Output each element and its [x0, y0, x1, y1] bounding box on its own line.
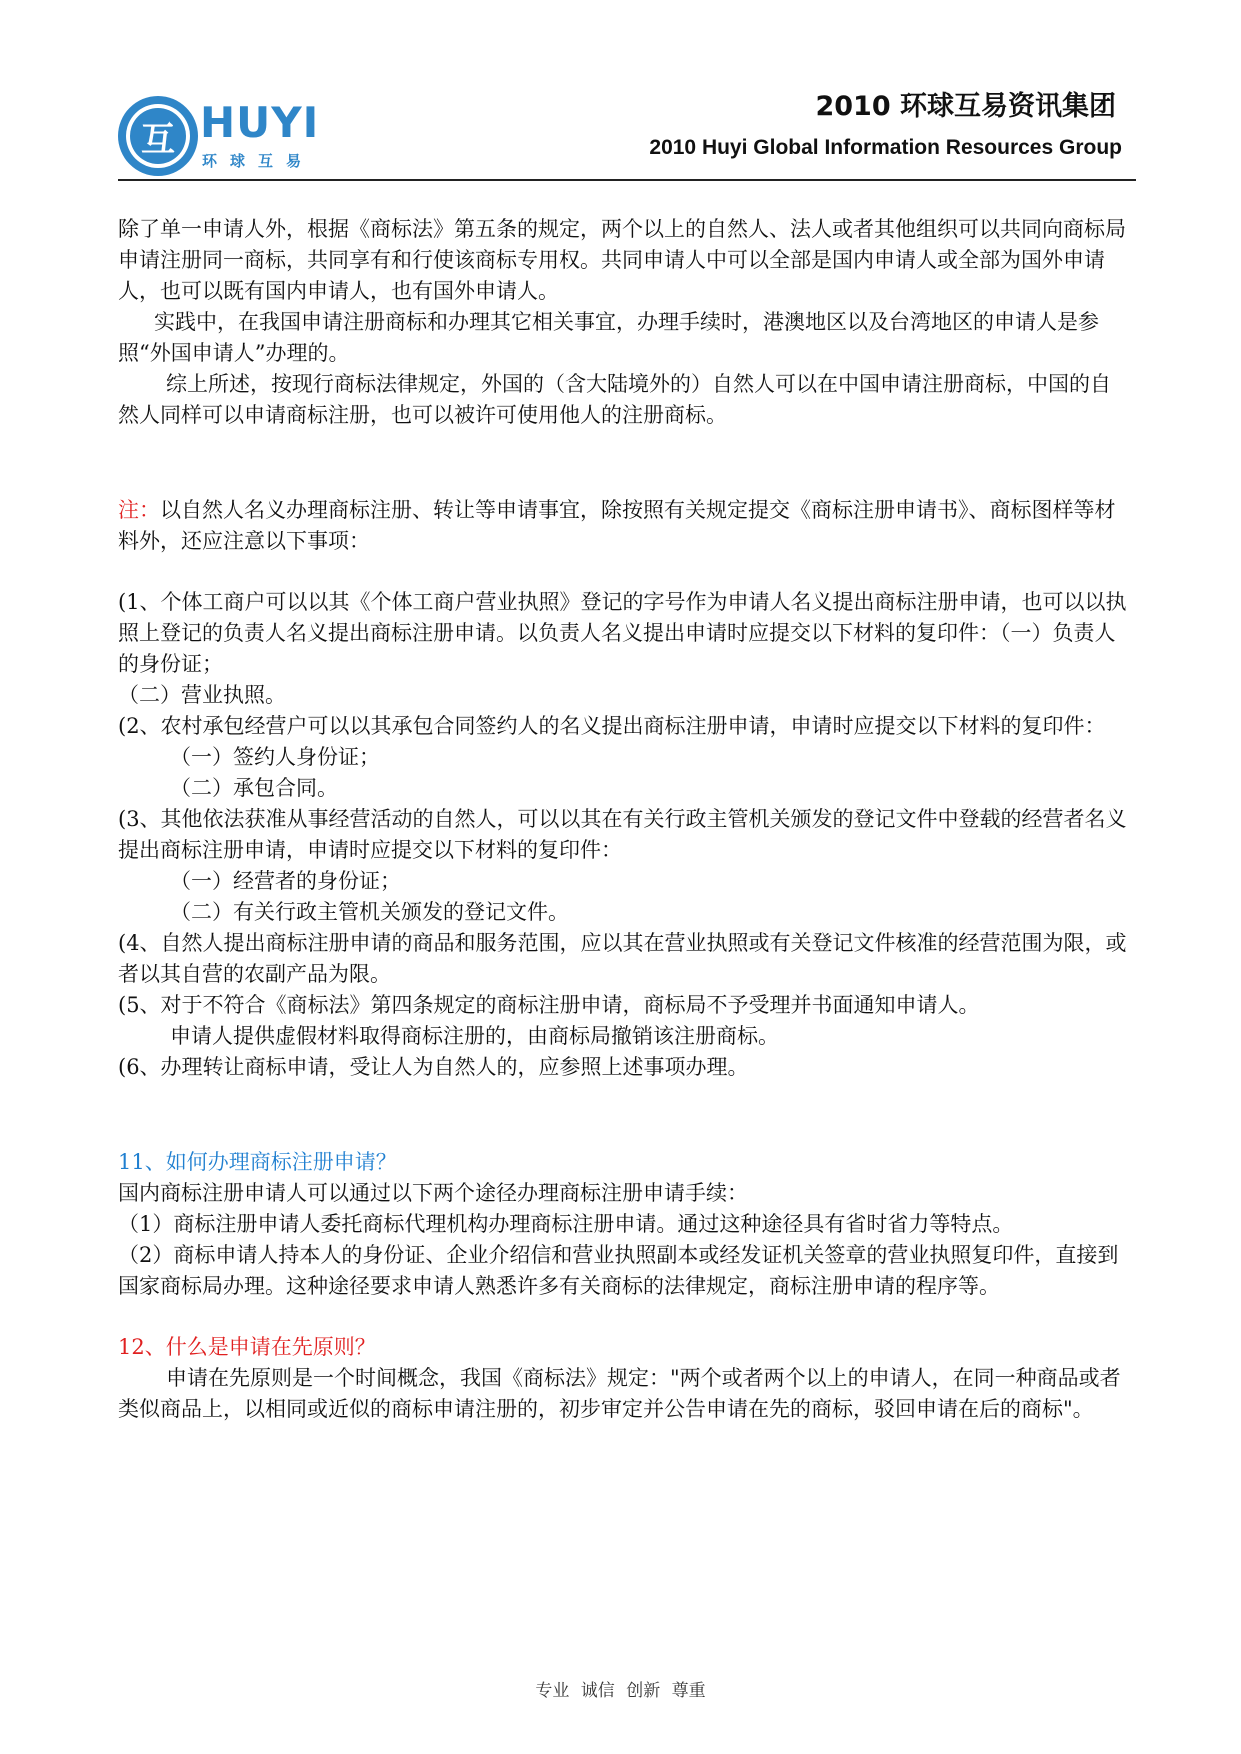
- list-item-1: (1、个体工商户可以以其《个体工商户营业执照》登记的字号作为申请人名义提出商标注册申请，也可以以执照上登记的负责人名义提出商标注册申请。以负责人名义提出申请时应提交以下材料的复印件：（一）负责人的身份证；: [118, 590, 1127, 676]
- list-item-3: (3、其他依法获准从事经营活动的自然人，可以以其在有关行政主管机关颁发的登记文件中登载的经营者名义提出商标注册申请，申请时应提交以下材料的复印件：: [118, 807, 1127, 862]
- page-footer: 专业 诚信 创新 尊重: [535, 1681, 706, 1701]
- note-paragraph: [118, 495, 1130, 557]
- section-12-text: 申请在先原则是一个时间概念，我国《商标法》规定："两个或者两个以上的申请人，在同一种商品或者类似商品上，以相同或近似的商标申请注册的，初步审定并公告申请在先的商标，驳回申请在后的商标"。: [118, 1366, 1121, 1421]
- section-11-intro: 国内商标注册申请人可以通过以下两个途径办理商标注册申请手续：: [118, 1181, 748, 1205]
- paragraph-practice: 实践中，在我国申请注册商标和办理其它相关事宜，办理手续时，港澳地区以及台湾地区的申请人是参照“外国申请人”办理的。: [118, 310, 1099, 365]
- paragraph-joint-applicants: 除了单一申请人外，根据《商标法》第五条的规定，两个以上的自然人、法人或者其他组织可以共同向商标局申请注册同一商标，共同享有和行使该商标专用权。共同申请人中可以全部是国内申请人或全部为国外申请人，也可以既有国内申请人，也有国外申请人。: [118, 217, 1126, 303]
- header-title-chinese: 2010 环球互易资讯集团: [815, 91, 1116, 122]
- list-item-1-cont: （二）营业执照。: [118, 683, 286, 707]
- list-item-2: (2、农村承包经营户可以以其承包合同签约人的名义提出商标注册申请，申请时应提交以下材料的复印件：: [118, 714, 1106, 738]
- list-item-2-a: （一）签约人身份证；: [170, 745, 380, 769]
- logo-subtitle: 环球互易: [202, 152, 315, 170]
- header-title-english: 2010 Huyi Global Information Resources Group: [649, 136, 1122, 159]
- note-label: 注：: [118, 498, 160, 522]
- logo-mark-icon: [118, 96, 198, 176]
- note-text: 以自然人名义办理商标注册、转让等申请事宜，除按照有关规定提交《商标注册申请书》、商标图样等材料外，还应注意以下事项：: [118, 498, 1116, 553]
- document-body: [118, 214, 1130, 1425]
- section-11-option-2: （2）商标申请人持本人的身份证、企业介绍信和营业执照副本或经发证机关签章的营业执照复印件，直接到国家商标局办理。这种途径要求申请人熟悉许多有关商标的法律规定，商标注册申请的程序等。: [118, 1243, 1119, 1298]
- list-item-6: (6、办理转让商标申请，受让人为自然人的，应参照上述事项办理。: [118, 1055, 749, 1079]
- section-11-option-1: （1）商标注册申请人委托商标代理机构办理商标注册申请。通过这种途径具有省时省力等特点。: [118, 1212, 1014, 1236]
- logo-wordmark: HUYI: [200, 98, 320, 147]
- list-item-3-a: （一）经营者的身份证；: [170, 869, 401, 893]
- list-item-5: (5、对于不符合《商标法》第四条规定的商标注册申请，商标局不予受理并书面通知申请人。: [118, 993, 980, 1017]
- list-item-5-cont: 申请人提供虚假材料取得商标注册的，由商标局撤销该注册商标。: [170, 1024, 779, 1048]
- huyi-logo: [118, 96, 348, 176]
- logo-mark-glyph: 互: [130, 108, 186, 164]
- paragraph-summary: 综上所述，按现行商标法律规定，外国的（含大陆境外的）自然人可以在中国申请注册商标，中国的自然人同样可以申请商标注册，也可以被许可使用他人的注册商标。: [118, 372, 1111, 427]
- list-item-2-b: （二）承包合同。: [170, 776, 338, 800]
- section-11-heading: 11、如何办理商标注册申请？: [118, 1150, 397, 1174]
- header-divider: [118, 179, 1136, 181]
- page-header: [118, 78, 1136, 182]
- list-item-4: (4、自然人提出商标注册申请的商品和服务范围，应以其在营业执照或有关登记文件核准的经营范围为限，或者以其自营的农副产品为限。: [118, 931, 1127, 986]
- section-12-heading: 12、什么是申请在先原则？: [118, 1335, 376, 1359]
- list-item-3-b: （二）有关行政主管机关颁发的登记文件。: [170, 900, 569, 924]
